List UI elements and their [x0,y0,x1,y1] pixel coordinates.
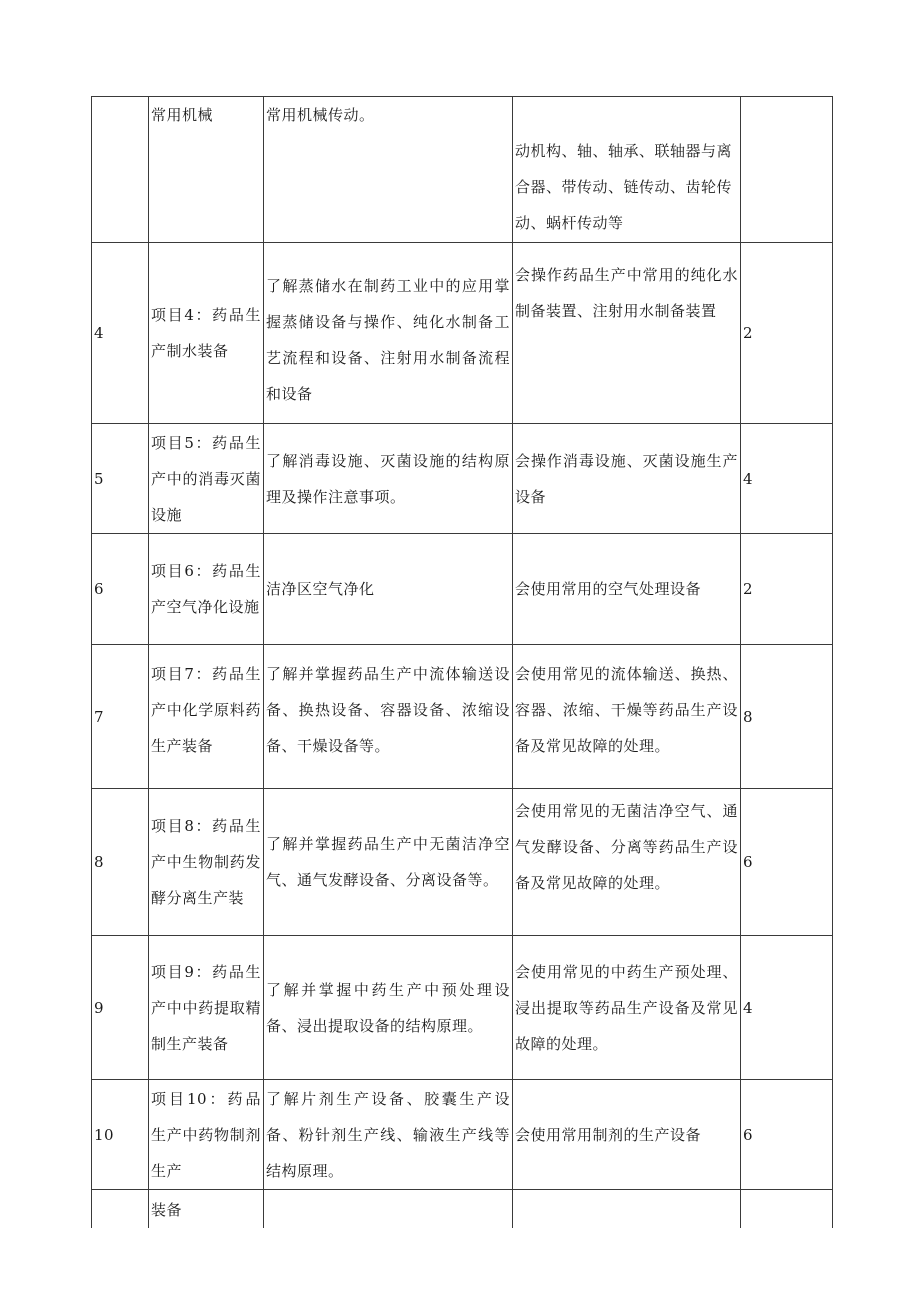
table-row [92,936,833,1080]
cell-knowledge: 了解蒸储水在制药工业中的应用掌握蒸储设备与操作、纯化水制备工艺流程和设备、注射用水制备流程和设备 [264,243,513,424]
cell-skill: 会使用常见的无菌洁净空气、通气发酵设备、分离等药品生产设备及常见故障的处理。 [513,789,741,936]
cell-knowledge [264,1190,513,1229]
table-row [92,1080,833,1190]
cell-hours: 4 [741,936,833,1080]
cell-skill: 会使用常见的流体输送、换热、容器、浓缩、干燥等药品生产设备及常见故障的处理。 [513,645,741,789]
cell-skill: 会使用常用制剂的生产设备 [513,1080,741,1190]
cell-hours: 2 [741,534,833,645]
cell-project: 项目6：药品生产空气净化设施 [149,534,264,645]
table-row [92,97,833,243]
cell-hours: 6 [741,1080,833,1190]
cell-skill: 会操作药品生产中常用的纯化水制备装置、注射用水制备装置 [513,243,741,424]
cell-skill-text: 动机构、轴、轴承、联轴器与离合器、带传动、链传动、齿轮传动、蜗杆传动等 [515,142,733,232]
cell-project: 项目8：药品生产中生物制药发酵分离生产装 [149,789,264,936]
cell-number: 9 [92,936,149,1080]
cell-hours: 6 [741,789,833,936]
cell-project: 项目7：药品生产中化学原料药生产装备 [149,645,264,789]
table-row [92,789,833,936]
cell-knowledge: 了解片剂生产设备、胶囊生产设备、粉针剂生产线、输液生产线等结构原理。 [264,1080,513,1190]
cell-skill [513,1190,741,1229]
cell-knowledge: 了解并掌握中药生产中预处理设备、浸出提取设备的结构原理。 [264,936,513,1080]
cell-number: 5 [92,424,149,534]
cell-knowledge: 常用机械传动。 [264,97,513,243]
cell-project: 装备 [149,1190,264,1229]
cell-project: 常用机械 [149,97,264,243]
cell-skill: 会使用常用的空气处理设备 [513,534,741,645]
cell-number: 10 [92,1080,149,1190]
cell-number: 4 [92,243,149,424]
cell-hours: 8 [741,645,833,789]
cell-number [92,1190,149,1229]
cell-hours: 2 [741,243,833,424]
cell-number: 8 [92,789,149,936]
cell-project: 项目4：药品生产制水装备 [149,243,264,424]
cell-skill: 会使用常见的中药生产预处理、浸出提取等药品生产设备及常见故障的处理。 [513,936,741,1080]
table-row [92,645,833,789]
table-row [92,534,833,645]
cell-project: 项目10：药品生产中药物制剂生产 [149,1080,264,1190]
cell-hours [741,1190,833,1229]
cell-knowledge: 洁净区空气净化 [264,534,513,645]
cell-skill [513,97,741,243]
table-row [92,243,833,424]
cell-number: 7 [92,645,149,789]
cell-hours: 4 [741,424,833,534]
cell-project: 项目9：药品生产中中药提取精制生产装备 [149,936,264,1080]
cell-hours [741,97,833,243]
cell-skill: 会操作消毒设施、灭菌设施生产设备 [513,424,741,534]
cell-knowledge: 了解并掌握药品生产中无菌洁净空气、通气发酵设备、分离设备等。 [264,789,513,936]
cell-number [92,97,149,243]
cell-number: 6 [92,534,149,645]
table-row [92,1190,833,1229]
course-content-table [91,96,833,1228]
table-row [92,424,833,534]
cell-knowledge: 了解并掌握药品生产中流体输送设备、换热设备、容器设备、浓缩设备、干燥设备等。 [264,645,513,789]
cell-project: 项目5：药品生产中的消毒灭菌设施 [149,424,264,534]
cell-knowledge: 了解消毒设施、灭菌设施的结构原理及操作注意事项。 [264,424,513,534]
